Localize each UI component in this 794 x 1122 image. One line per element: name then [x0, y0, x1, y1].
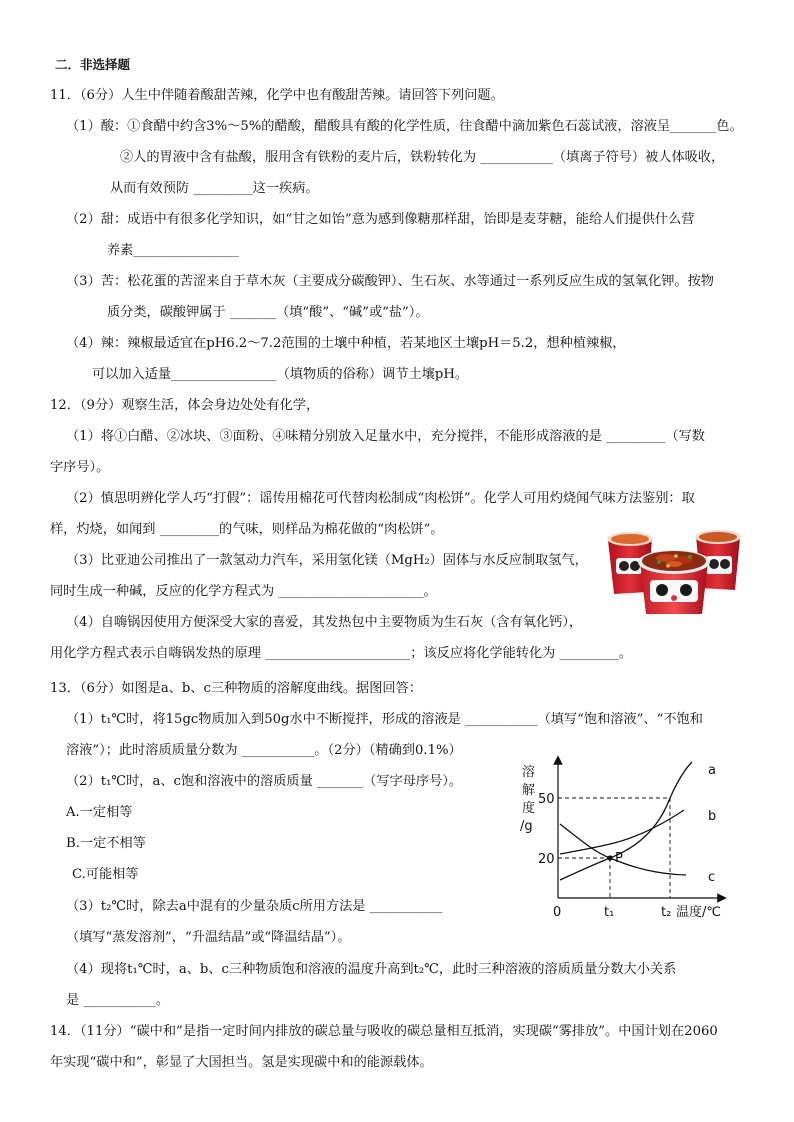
solubility-chart — [516, 754, 746, 930]
curve-a — [560, 762, 692, 880]
point-p-label: P — [615, 851, 623, 866]
option-c: C.可能相等 — [72, 867, 139, 882]
option-b: B.一定不相等 — [66, 836, 146, 851]
q12-line: 样，灼烧，如闻到 _________的气味，则样品为棉花做的“肉松饼”。 — [50, 522, 444, 537]
curve-b — [560, 810, 684, 854]
origin-label: 0 — [553, 905, 562, 920]
ylabel-char: /g — [520, 819, 533, 834]
q12-line: （4）自嗨锅因使用方便深受大家的喜爱，其发热包中主要物质为生石灰（含有氧化钙）， — [66, 615, 583, 630]
q12-line: （2）慎思明辨化学人巧“打假”：谣传用棉花可代替肉松制成“肉松饼”。化学人可用灼烧闻气味方法鉴别：取 — [66, 491, 695, 506]
curve-c — [560, 824, 686, 875]
curve-b-label: b — [708, 809, 717, 824]
x-axis-label: 温度/℃ — [676, 905, 721, 920]
q12-line: （3）比亚迪公司推出了一款氢动力汽车，采用氢化镁（MgH₂）固体与水反应制取氢气， — [66, 553, 588, 568]
ylabel-char: 解 — [522, 783, 536, 798]
q13-line: （1）t₁℃时，将15gc物质加入到50g水中不断搅拌，形成的溶液是 ___________（填写“饱和溶液”、“不饱和 — [66, 712, 703, 727]
q11-line: 质分类，碳酸钾属于 _______（填“酸”、“碱”或“盐”）。 — [107, 305, 429, 320]
q13-line: （2）t₁℃时，a、c饱和溶液中的溶质质量 _______（写字母序号）。 — [66, 774, 463, 789]
q12-line: 字序号）。 — [50, 460, 110, 475]
y-tick-20: 20 — [538, 852, 555, 867]
point-p — [607, 855, 612, 860]
q11-line: 养素________________ — [107, 243, 239, 258]
curve-a-label: a — [708, 763, 716, 778]
q11-line: （3）苦：松花蛋的苦涩来自于草木灰（主要成分碳酸钾）、生石灰、水等通过一系列反应生成的氢氧化钾。按物 — [66, 274, 714, 289]
q13-line: （填写“蒸发溶剂”，“升温结晶”或“降温结晶”）。 — [66, 930, 351, 945]
q13-line: 溶液”）；此时溶质质量分数为 ___________。（2分）（精确到0.1%） — [66, 743, 462, 758]
q13-line: （3）t₂℃时，除去a中混有的少量杂质c所用方法是 ___________ — [66, 899, 443, 914]
q11-line: 可以加入适量________________（填物质的俗称）调节土壤pH。 — [92, 367, 469, 382]
section-title: 二．非选择题 — [55, 57, 131, 72]
x-tick-t2: t₂ — [661, 905, 672, 920]
self-heating-pot-image — [604, 522, 744, 618]
q11-line: 从而有效预防 _________这一疾病。 — [110, 181, 319, 196]
option-a: A.一定相等 — [66, 805, 133, 820]
q12-stem: 12．（9分）观察生活，体会身边处处有化学， — [50, 398, 320, 413]
ylabel-char: 溶 — [522, 765, 536, 780]
q11-line: （4）辣：辣椒最适宜在pH6.2～7.2范围的土壤中种植，若某地区土壤pH＝5.2，想种植辣椒， — [66, 336, 626, 351]
q11-line: ②人的胃液中含有盐酸，服用含有铁粉的麦片后，铁粉转化为 ___________（填离子符号）被人体吸收， — [120, 150, 725, 165]
q12-line: 用化学方程式表示自嗨锅发热的原理 ______________________；该反应将化学能转化为 _________。 — [50, 646, 633, 661]
q12-line: 同时生成一种碱，反应的化学方程式为 ______________________。 — [50, 584, 437, 599]
q13-line: 是 ___________。 — [66, 993, 170, 1008]
q11-stem: 11．（6分）人生中伴随着酸甜苦辣，化学中也有酸甜苦辣。请回答下列问题。 — [50, 88, 504, 103]
q13-line: （4）现将t₁℃时，a、b、c三种物质饱和溶液的温度升高到t₂℃，此时三种溶液的溶质质量分数大小关系 — [66, 962, 677, 977]
q14-line: 14．（11分）“碳中和”是指一定时间内排放的碳总量与吸收的碳总量相互抵消，实现碳“雾排放”。中国计划在2060 — [50, 1024, 718, 1039]
curve-c-label: c — [708, 870, 716, 885]
ylabel-char: 度 — [522, 801, 536, 816]
q13-stem: 13．（6分）如图是a、b、c三种物质的溶解度曲线。据图回答： — [50, 681, 422, 696]
q11-line: （2）甜：成语中有很多化学知识，如“甘之如饴”意为感到像糖那样甜，饴即是麦芽糖，能给人们提供什么营 — [66, 212, 695, 227]
q12-line: （1）将①白醋、②冰块、③面粉、④味精分别放入足量水中，充分搅拌，不能形成溶液的是 _________（写数 — [66, 429, 705, 444]
y-tick-50: 50 — [538, 792, 555, 807]
q14-line: 年实现“碳中和”，彰显了大国担当。氢是实现碳中和的能源载体。 — [50, 1055, 433, 1070]
q11-line: （1）酸：①食醋中约含3%～5%的醋酸，醋酸具有酸的化学性质，往食醋中滴加紫色石蕊试液，溶液呈_______色。 — [66, 119, 743, 134]
x-tick-t1: t₁ — [604, 905, 615, 920]
